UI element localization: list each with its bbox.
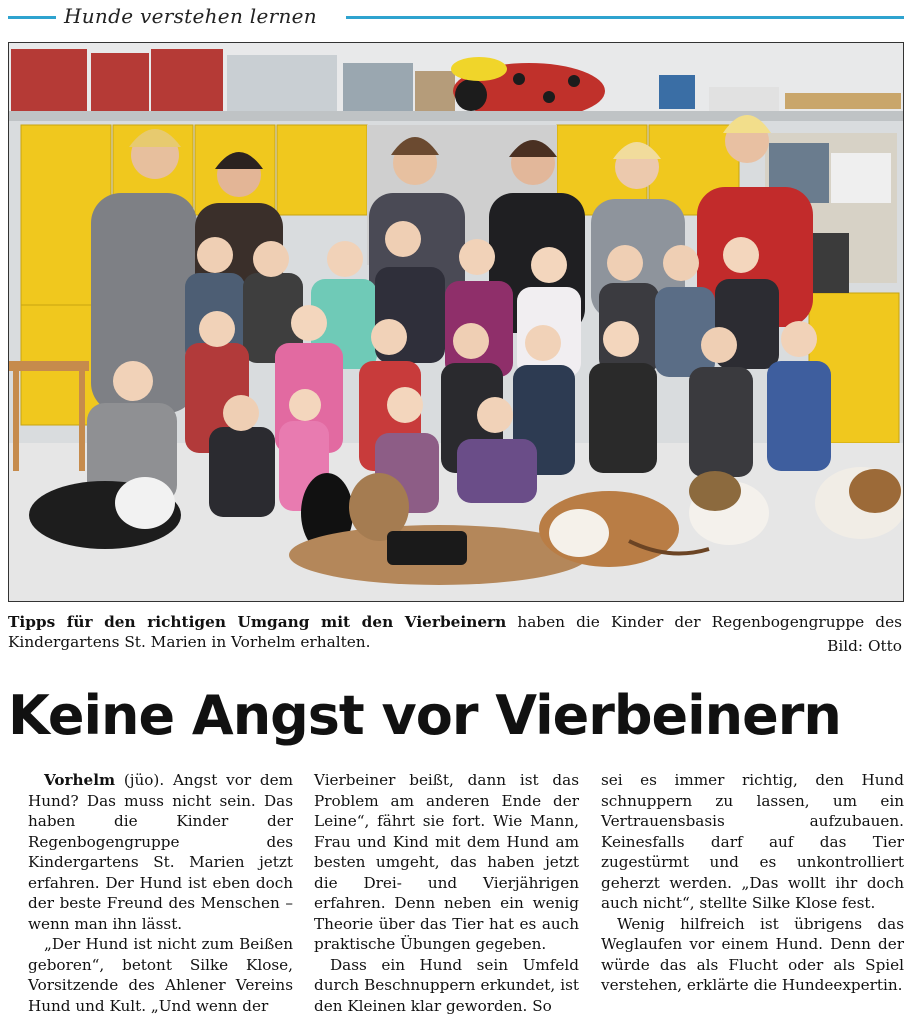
dateline: Vorhelm bbox=[44, 771, 115, 789]
article-paragraph: Vierbeiner beißt, dann ist das Problem am anderen Ende der Leine“, fährt sie fort. Wie Mann, Frau und Kind mit dem Hund am besten umgeht, das haben jetzt die Drei- und Vierjährigen erfahren. Denn neben ein wenig Theorie über das Tier hat es auch praktische Übungen gegeben. bbox=[314, 770, 579, 955]
article-paragraph: sei es immer richtig, den Hund schnuppern zu lassen, um ein Vertrauensbasis aufzubauen. Keinesfalls darf auf das Tier zugestürmt und es unkontrolliert geherzt werden. „Das wollt ihr doch auch nicht“, stellte Silke Klose fest. bbox=[601, 770, 904, 914]
headline: Keine Angst vor Vierbeinern bbox=[8, 680, 902, 752]
article-column-2 bbox=[314, 770, 579, 1016]
kicker-rule-left bbox=[8, 16, 56, 19]
article-column-3 bbox=[601, 770, 904, 996]
article-paragraph: „Der Hund ist nicht zum Beißen geboren“, betont Silke Klose, Vorsitzende des Ahlener Vereins Hund und Kult. „Und wenn der bbox=[28, 934, 293, 1016]
kicker-rule-right bbox=[346, 16, 904, 19]
photo-credit: Bild: Otto bbox=[827, 636, 902, 656]
article-paragraph bbox=[28, 770, 293, 934]
article-paragraph: Wenig hilfreich ist übrigens das Weglaufen vor einem Hund. Denn der würde das als Flucht oder als Spiel verstehen, erklärte die Hundeexpertin. bbox=[601, 914, 904, 996]
group-photo bbox=[8, 42, 904, 602]
caption-lead: Tipps für den richtigen Umgang mit den Vierbeinern bbox=[8, 613, 506, 631]
article-text: (jüo). Angst vor dem Hund? Das muss nicht sein. Das haben die Kinder der Regenbogengruppe des Kindergartens St. Marien jetzt erfahren. Der Hund ist eben doch der beste Freund des Menschen – wenn man ihn lässt. bbox=[28, 771, 293, 933]
photo-caption bbox=[8, 612, 902, 652]
article-body bbox=[28, 770, 904, 1006]
article-column-1 bbox=[28, 770, 293, 1016]
section-kicker bbox=[8, 4, 904, 28]
article-paragraph: Dass ein Hund sein Umfeld durch Beschnuppern erkundet, ist den Kleinen klar geworden. So bbox=[314, 955, 579, 1016]
caption-text: haben die Kinder der Regenbogengruppe des Kindergartens St. Marien in Vorhelm erhalten. bbox=[8, 613, 902, 651]
kicker-text: Hunde verstehen lernen bbox=[64, 4, 317, 28]
